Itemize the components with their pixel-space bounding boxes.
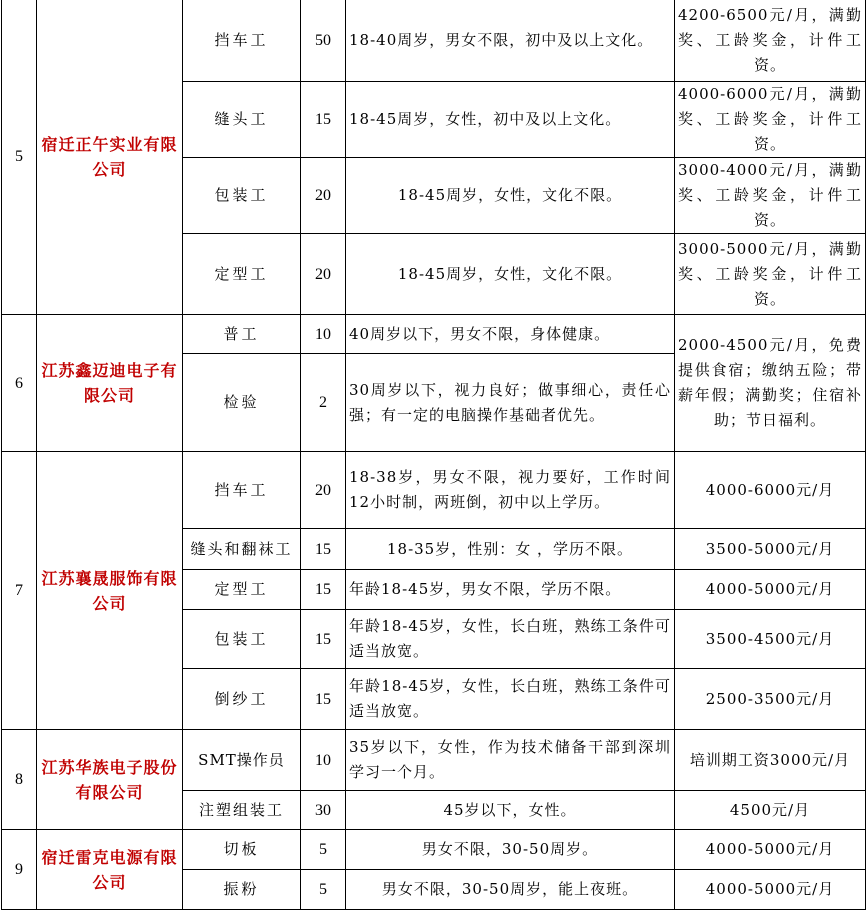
requirement: 18-45周岁，女性，初中及以上文化。 bbox=[346, 82, 675, 158]
company-number: 6 bbox=[2, 315, 37, 452]
company-name: 江苏华族电子股份有限公司 bbox=[37, 730, 183, 830]
requirement: 45岁以下，女性。 bbox=[346, 791, 675, 830]
position-name: 缝头工 bbox=[183, 82, 301, 158]
headcount: 30 bbox=[301, 791, 346, 830]
salary: 4000-6000元/月，满勤奖、工龄奖金，计件工资。 bbox=[675, 82, 866, 158]
salary: 3500-4500元/月 bbox=[675, 610, 866, 669]
position-name: 包装工 bbox=[183, 610, 301, 669]
salary: 4000-5000元/月 bbox=[675, 870, 866, 910]
salary: 2500-3500元/月 bbox=[675, 669, 866, 730]
salary: 3500-5000元/月 bbox=[675, 529, 866, 570]
table-row bbox=[2, 0, 866, 82]
requirement: 18-35岁，性别：女 ，学历不限。 bbox=[346, 529, 675, 570]
headcount: 2 bbox=[301, 354, 346, 452]
requirement: 男女不限，30-50周岁，能上夜班。 bbox=[346, 870, 675, 910]
headcount: 10 bbox=[301, 730, 346, 791]
headcount: 20 bbox=[301, 158, 346, 234]
position-name: 倒纱工 bbox=[183, 669, 301, 730]
headcount: 15 bbox=[301, 82, 346, 158]
position-name: 缝头和翻袜工 bbox=[183, 529, 301, 570]
salary: 4000-5000元/月 bbox=[675, 570, 866, 610]
headcount: 20 bbox=[301, 234, 346, 315]
position-name: 挡车工 bbox=[183, 452, 301, 529]
headcount: 5 bbox=[301, 830, 346, 870]
requirement: 年龄18-45岁，女性，长白班，熟练工条件可适当放宽。 bbox=[346, 610, 675, 669]
company-number: 8 bbox=[2, 730, 37, 830]
company-name: 宿迁正午实业有限公司 bbox=[37, 0, 183, 315]
position-name: 包装工 bbox=[183, 158, 301, 234]
requirement: 30周岁以下，视力良好；做事细心，责任心强；有一定的电脑操作基础者优先。 bbox=[346, 354, 675, 452]
headcount: 15 bbox=[301, 570, 346, 610]
position-name: 振粉 bbox=[183, 870, 301, 910]
requirement: 35岁以下，女性，作为技术储备干部到深圳学习一个月。 bbox=[346, 730, 675, 791]
company-number: 5 bbox=[2, 0, 37, 315]
position-name: 挡车工 bbox=[183, 0, 301, 82]
headcount: 20 bbox=[301, 452, 346, 529]
requirement: 40周岁以下，男女不限，身体健康。 bbox=[346, 315, 675, 354]
company-number: 7 bbox=[2, 452, 37, 730]
headcount: 50 bbox=[301, 0, 346, 82]
requirement: 年龄18-45岁，女性，长白班，熟练工条件可适当放宽。 bbox=[346, 669, 675, 730]
headcount: 15 bbox=[301, 610, 346, 669]
position-name: 检验 bbox=[183, 354, 301, 452]
position-name: 注塑组装工 bbox=[183, 791, 301, 830]
position-name: 定型工 bbox=[183, 570, 301, 610]
salary: 培训期工资3000元/月 bbox=[675, 730, 866, 791]
table-row bbox=[2, 830, 866, 870]
headcount: 15 bbox=[301, 669, 346, 730]
salary: 4000-6000元/月 bbox=[675, 452, 866, 529]
requirement: 18-40周岁，男女不限，初中及以上文化。 bbox=[346, 0, 675, 82]
company-name: 江苏鑫迈迪电子有限公司 bbox=[37, 315, 183, 452]
position-name: 定型工 bbox=[183, 234, 301, 315]
salary: 3000-4000元/月，满勤奖、工龄奖金，计件工资。 bbox=[675, 158, 866, 234]
headcount: 15 bbox=[301, 529, 346, 570]
job-listing-table bbox=[1, 0, 866, 910]
position-name: 切板 bbox=[183, 830, 301, 870]
requirement: 年龄18-45岁，男女不限，学历不限。 bbox=[346, 570, 675, 610]
requirement: 18-45周岁，女性，文化不限。 bbox=[346, 158, 675, 234]
requirement: 18-38岁，男女不限，视力要好，工作时间12小时制，两班倒，初中以上学历。 bbox=[346, 452, 675, 529]
position-name: 普工 bbox=[183, 315, 301, 354]
table-row bbox=[2, 315, 866, 354]
table-row bbox=[2, 730, 866, 791]
position-name: SMT操作员 bbox=[183, 730, 301, 791]
headcount: 10 bbox=[301, 315, 346, 354]
salary: 2000-4500元/月，免费提供食宿；缴纳五险；带薪年假；满勤奖；住宿补助；节日福利。 bbox=[675, 315, 866, 452]
salary: 4000-5000元/月 bbox=[675, 830, 866, 870]
company-name: 江苏襄晟服饰有限公司 bbox=[37, 452, 183, 730]
table-row bbox=[2, 452, 866, 529]
salary: 4500元/月 bbox=[675, 791, 866, 830]
salary: 3000-5000元/月，满勤奖、工龄奖金，计件工资。 bbox=[675, 234, 866, 315]
requirement: 男女不限，30-50周岁。 bbox=[346, 830, 675, 870]
company-name: 宿迁雷克电源有限公司 bbox=[37, 830, 183, 910]
company-number: 9 bbox=[2, 830, 37, 910]
headcount: 5 bbox=[301, 870, 346, 910]
requirement: 18-45周岁，女性，文化不限。 bbox=[346, 234, 675, 315]
salary: 4200-6500元/月，满勤奖、工龄奖金，计件工资。 bbox=[675, 0, 866, 82]
